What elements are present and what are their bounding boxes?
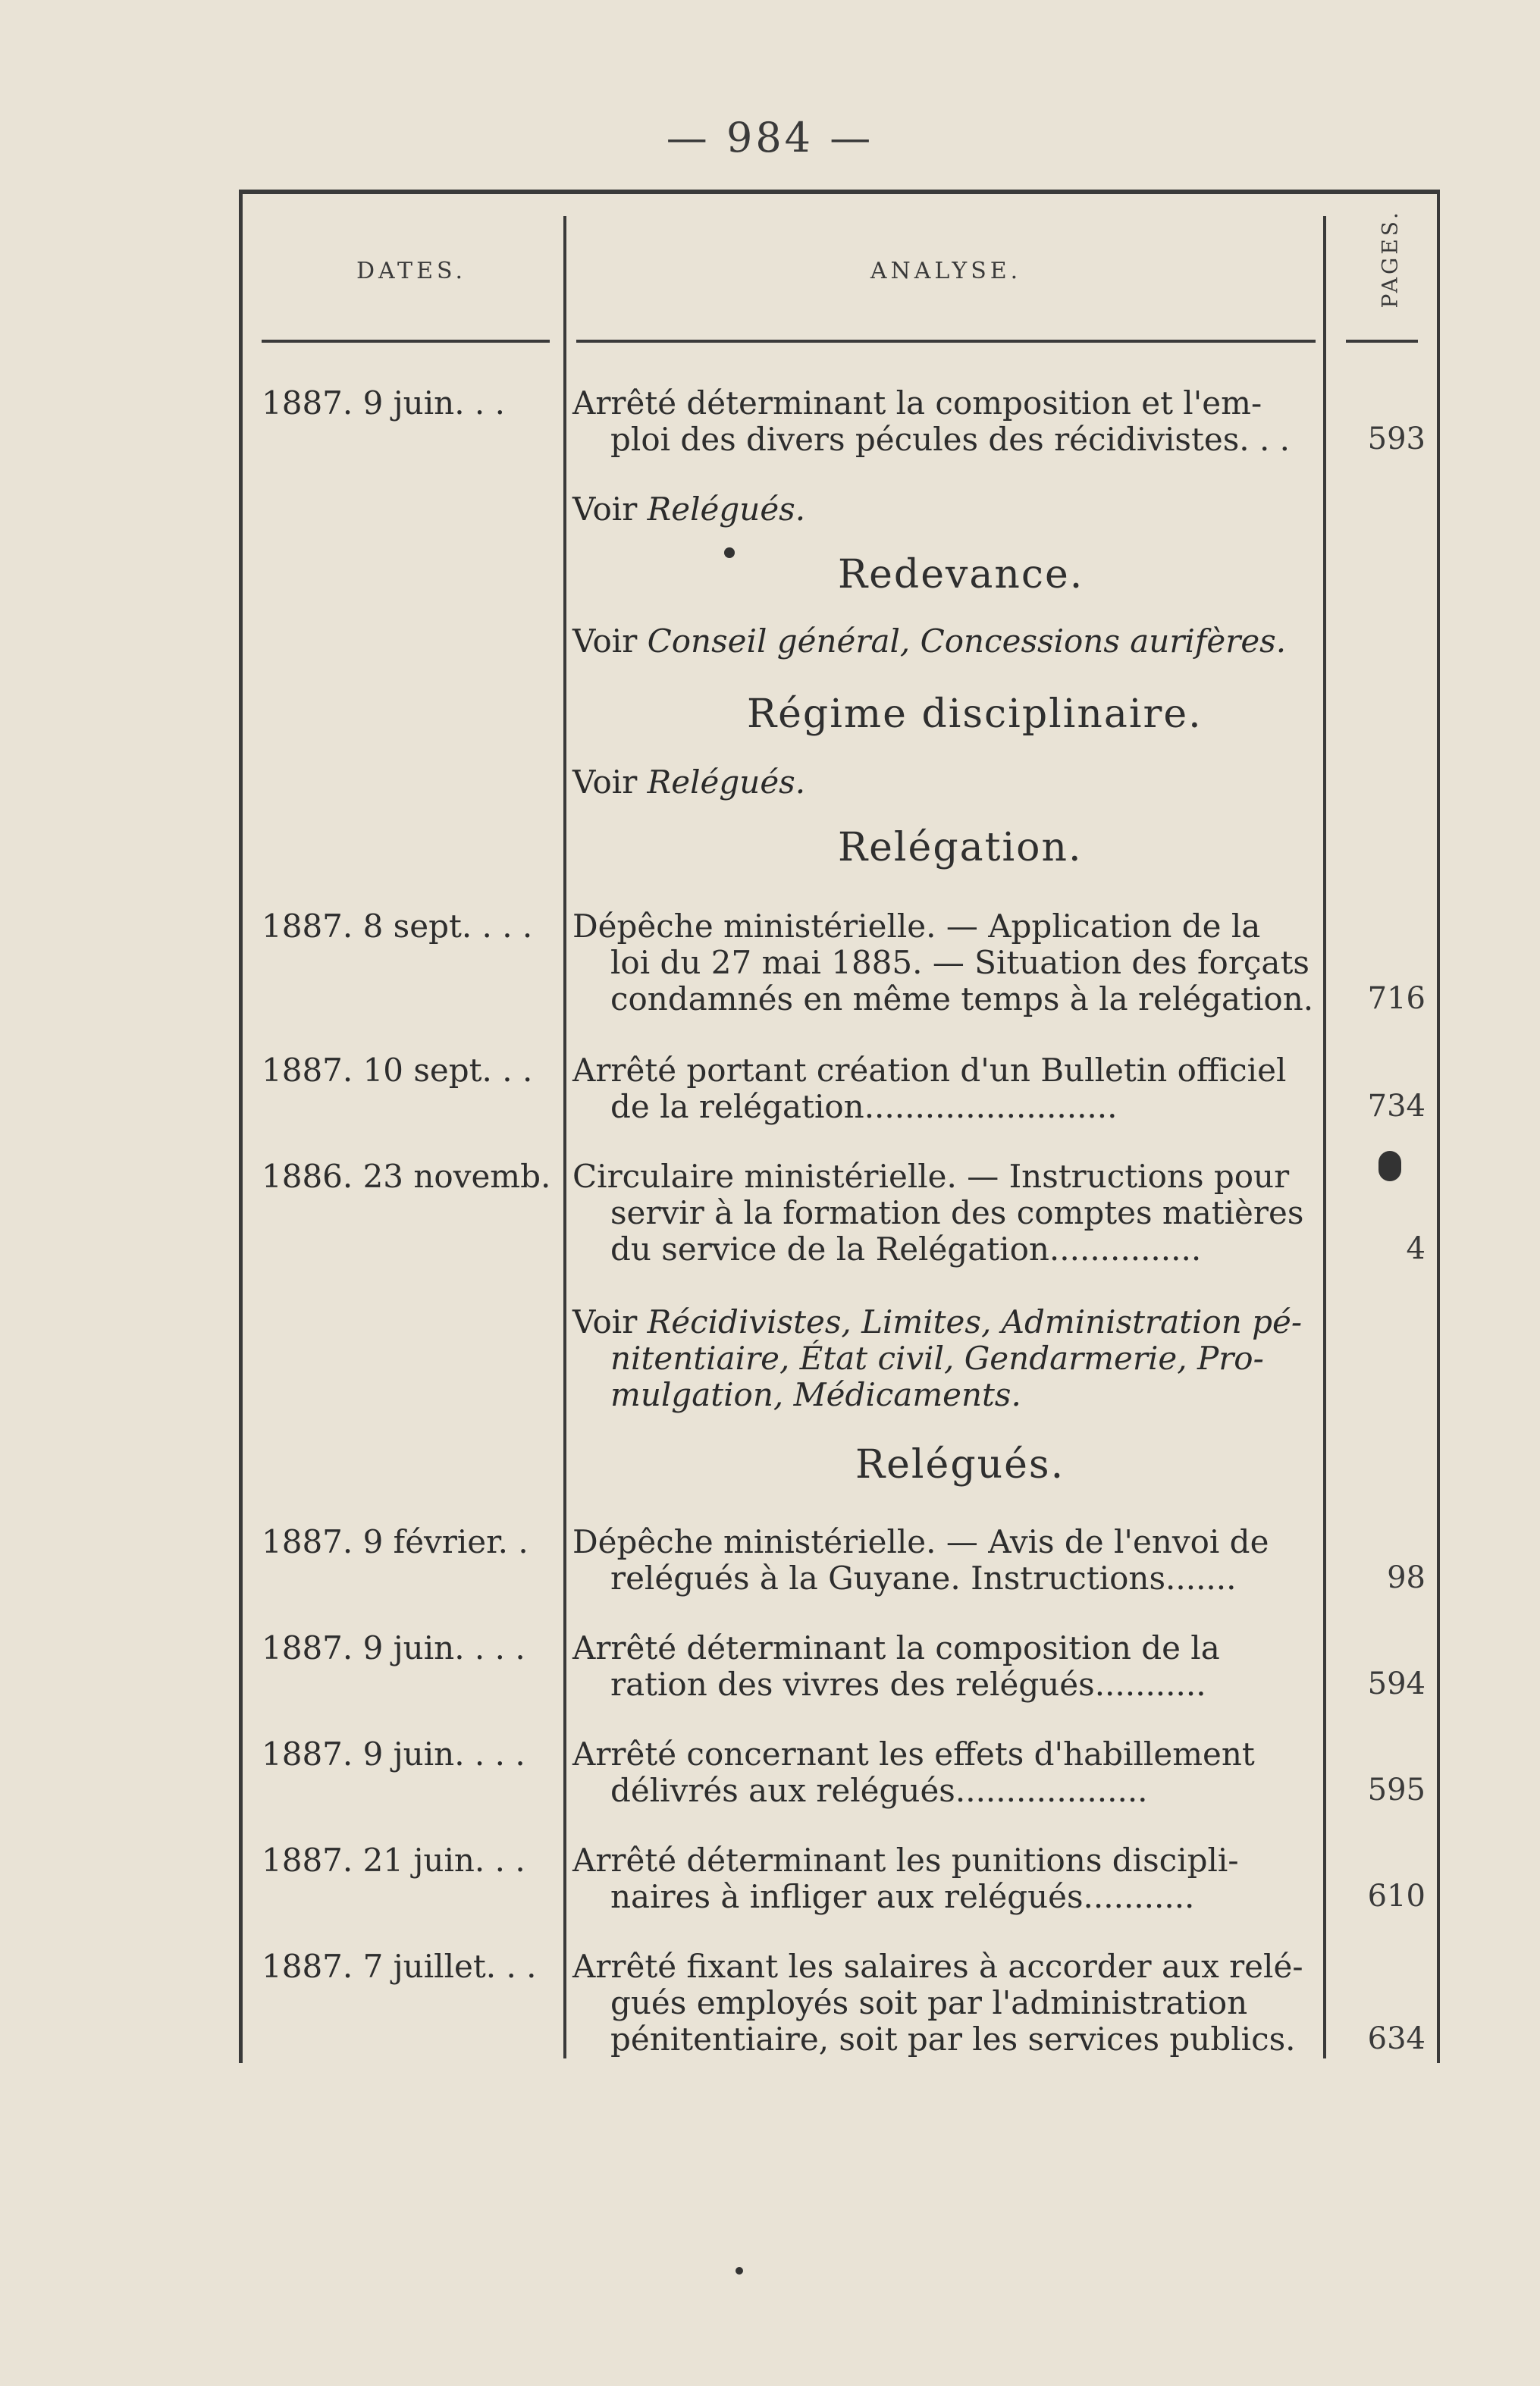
row-page: 610 (1367, 1879, 1426, 1914)
header-dates: DATES. (356, 258, 466, 284)
row-date: 1886. 23 novemb. (262, 1158, 551, 1195)
analysis-line: ploi des divers pécules des récidivistes. . . (610, 421, 1291, 458)
analysis-line: ration des vivres des relégués........... (610, 1666, 1206, 1703)
analysis-line: Arrêté concernant les effets d'habillement (572, 1735, 1255, 1773)
row-date: 1887. 9 juin. . . (262, 384, 505, 422)
see-also-refs: Relégués. (647, 491, 806, 528)
header-rule-pages (1346, 340, 1418, 343)
row-date: 1887. 8 sept. . . . (262, 908, 533, 945)
row-page: 593 (1367, 422, 1426, 456)
row-page: 634 (1367, 2021, 1426, 2056)
analysis-line: pénitentiaire, soit par les services publics. (610, 2021, 1296, 2058)
analysis-line: du service de la Relégation............... (610, 1231, 1202, 1268)
analysis-line: Arrêté déterminant les punitions discipli- (572, 1842, 1239, 1879)
see-also (572, 491, 805, 528)
row-page: 734 (1367, 1089, 1426, 1124)
see-also (572, 1304, 1302, 1340)
header-rule-analyse (576, 340, 1316, 343)
row-date: 1887. 9 juin. . . . (262, 1735, 525, 1773)
analysis-line: Dépêche ministérielle. — Application de la (572, 908, 1261, 945)
row-page: 594 (1367, 1666, 1426, 1701)
row-analysis (572, 385, 1290, 458)
see-also-prefix: Voir (572, 763, 648, 801)
analysis-line: Circulaire ministérielle. — Instructions pour (572, 1158, 1290, 1195)
see-also-refs: Récidivistes, Limites, Administration pé- (647, 1303, 1303, 1340)
row-analysis (572, 1524, 1269, 1597)
analysis-line: loi du 27 mai 1885. — Situation des forçats (610, 944, 1309, 981)
row-date: 1887. 21 juin. . . (262, 1842, 525, 1879)
row-analysis (572, 1949, 1303, 2058)
row-analysis (572, 1842, 1239, 1915)
see-also (572, 764, 805, 801)
analysis-line: délivrés aux relégués................... (610, 1772, 1148, 1809)
analysis-line: gués employés soit par l'administration (610, 1984, 1248, 2021)
ink-dot (724, 547, 735, 558)
analysis-line: Dépêche ministérielle. — Avis de l'envoi de (572, 1523, 1269, 1560)
section-heading: Régime disciplinaire. (747, 691, 1203, 737)
see-also-prefix: Voir (572, 622, 648, 660)
analysis-line: condamnés en même temps à la relégation. (610, 980, 1314, 1017)
analysis-line: servir à la formation des comptes matières (610, 1194, 1304, 1231)
analysis-line: de la relégation......................... (610, 1088, 1118, 1125)
section-heading: Redevance. (838, 552, 1084, 597)
see-also-refs: Relégués. (647, 763, 806, 801)
column-divider-right (1323, 216, 1326, 2058)
row-analysis (572, 1736, 1255, 1809)
see-also (572, 623, 1286, 660)
page-number: — 984 — (666, 114, 874, 161)
row-analysis (572, 1630, 1220, 1703)
row-analysis (572, 1159, 1303, 1268)
see-also-prefix: Voir (572, 491, 648, 528)
analysis-line: Arrêté déterminant la composition et l'em- (572, 384, 1262, 422)
section-heading: Relégation. (838, 825, 1083, 870)
row-page: 716 (1367, 981, 1426, 1016)
row-date: 1887. 7 juillet. . . (262, 1948, 537, 1985)
analysis-line: naires à infliger aux relégués........... (610, 1878, 1195, 1915)
column-divider-left (563, 216, 566, 2058)
ink-blot (1378, 1151, 1401, 1181)
row-analysis (572, 908, 1313, 1017)
row-page: 4 (1406, 1231, 1426, 1266)
see-also-refs: nitentiaire, État civil, Gendarmerie, Pro- (610, 1340, 1264, 1377)
analysis-line: Arrêté déterminant la composition de la (572, 1629, 1220, 1666)
see-also-continued (610, 1377, 1021, 1413)
see-also-refs: mulgation, Médicaments. (610, 1376, 1021, 1413)
row-page: 595 (1367, 1773, 1426, 1808)
see-also-refs: Conseil général, Concessions aurifères. (647, 622, 1287, 660)
row-analysis (572, 1052, 1286, 1125)
section-heading: Relégués. (855, 1442, 1065, 1488)
row-date: 1887. 9 février. . (262, 1523, 528, 1560)
analysis-line: relégués à la Guyane. Instructions....... (610, 1560, 1237, 1597)
header-analyse: ANALYSE. (870, 258, 1022, 284)
analysis-line: Arrêté fixant les salaires à accorder aux relé- (572, 1948, 1303, 1985)
row-page: 98 (1387, 1560, 1426, 1595)
row-date: 1887. 10 sept. . . (262, 1052, 533, 1089)
see-also-continued (610, 1340, 1264, 1377)
ink-dot (735, 2267, 743, 2275)
see-also-prefix: Voir (572, 1303, 648, 1340)
header-rule-dates (262, 340, 550, 343)
analysis-line: Arrêté portant création d'un Bulletin officiel (572, 1052, 1287, 1089)
header-pages: PAGES. (1377, 209, 1403, 309)
row-date: 1887. 9 juin. . . . (262, 1629, 525, 1666)
